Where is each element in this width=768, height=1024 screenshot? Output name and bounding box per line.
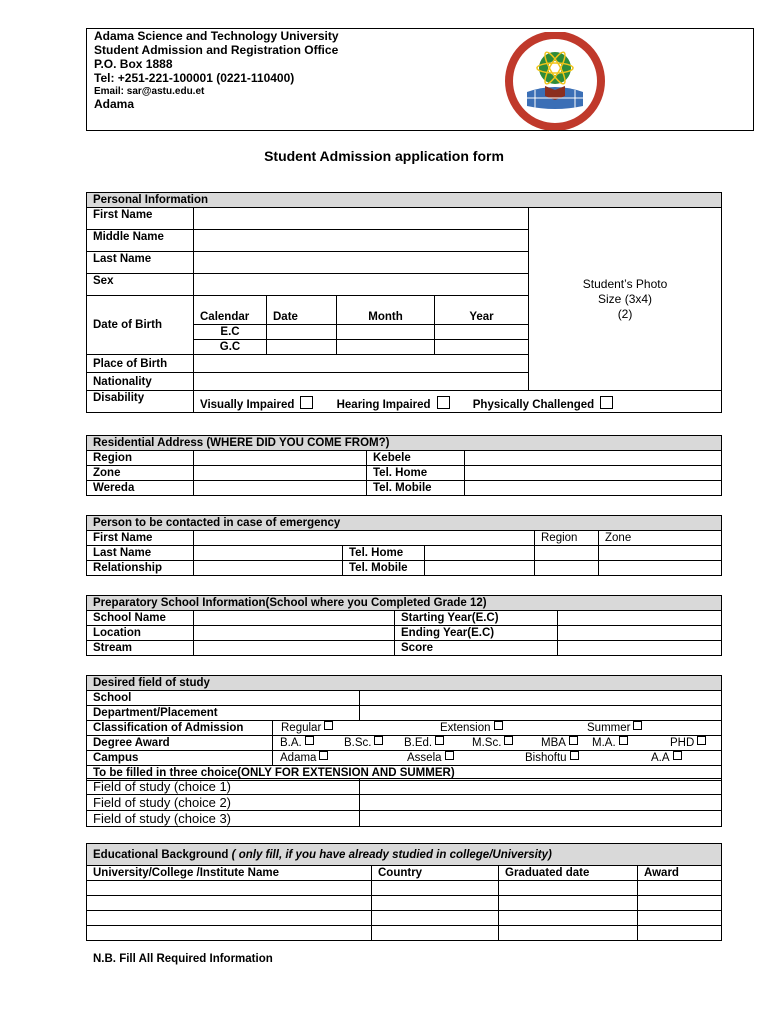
- emergency-zone-field-2[interactable]: [599, 561, 722, 576]
- middle-name-field[interactable]: [194, 230, 529, 252]
- table-row: [87, 881, 722, 896]
- ec-year-field[interactable]: [435, 325, 529, 340]
- footer-note: N.B. Fill All Required Information: [93, 953, 273, 965]
- preparatory-school-table: [86, 595, 722, 656]
- campus-label: Campus: [87, 751, 273, 766]
- education-header: [87, 844, 722, 866]
- letterhead: [86, 28, 754, 131]
- wereda-field[interactable]: [194, 481, 367, 496]
- city: Adama: [94, 97, 135, 111]
- educational-background-table: [86, 843, 722, 941]
- zone-label: Zone: [87, 466, 194, 481]
- school-label: School: [87, 691, 360, 706]
- sex-label: Sex: [87, 274, 194, 296]
- choice-3-label: Field of study (choice 3): [87, 811, 360, 827]
- stream-field[interactable]: [194, 641, 395, 656]
- po-box: P.O. Box 1888: [94, 57, 173, 71]
- score-label: Score: [395, 641, 558, 656]
- tel-mobile-field[interactable]: [465, 481, 722, 496]
- table-cell[interactable]: [638, 881, 722, 896]
- date-label: Date: [267, 296, 337, 325]
- education-header-title: Educational Background: [93, 848, 229, 861]
- region-label: Region: [87, 451, 194, 466]
- msc-checkbox[interactable]: [504, 736, 513, 745]
- location-label: Location: [87, 626, 194, 641]
- table-row: [87, 926, 722, 941]
- department-label: Department/Placement: [87, 706, 360, 721]
- table-cell[interactable]: [638, 911, 722, 926]
- table-cell[interactable]: [372, 926, 499, 941]
- visually-impaired-label: Visually Impaired: [200, 399, 295, 411]
- field-of-study-header: Desired field of study: [87, 676, 722, 691]
- option-bed: B.Ed.: [404, 736, 432, 750]
- column-institute-name: University/College /Institute Name: [87, 866, 372, 881]
- table-row: [87, 896, 722, 911]
- ec-label: E.C: [194, 325, 267, 340]
- emergency-first-name-label: First Name: [87, 531, 194, 546]
- hearing-impaired-checkbox[interactable]: [437, 396, 450, 409]
- ec-date-field[interactable]: [267, 325, 337, 340]
- middle-name-label: Middle Name: [87, 230, 194, 252]
- university-name: Adama Science and Technology University: [94, 29, 339, 43]
- place-of-birth-label: Place of Birth: [87, 355, 194, 373]
- option-adama: Adama: [280, 751, 316, 765]
- emergency-region-label: Region: [535, 531, 599, 546]
- gc-year-field[interactable]: [435, 340, 529, 355]
- bsc-checkbox[interactable]: [374, 736, 383, 745]
- option-summer: Summer: [587, 721, 630, 735]
- zone-field[interactable]: [194, 466, 367, 481]
- choice-2-field[interactable]: [360, 795, 722, 811]
- residential-address-table: [86, 435, 722, 496]
- photo-box[interactable]: [529, 208, 722, 391]
- table-cell[interactable]: [499, 926, 638, 941]
- aa-checkbox[interactable]: [673, 751, 682, 760]
- summer-checkbox[interactable]: [633, 721, 642, 730]
- emergency-first-name-field[interactable]: [194, 531, 535, 546]
- table-cell[interactable]: [638, 926, 722, 941]
- school-name-label: School Name: [87, 611, 194, 626]
- form-title: Student Admission application form: [264, 148, 504, 164]
- school-name-field[interactable]: [194, 611, 395, 626]
- table-cell[interactable]: [87, 926, 372, 941]
- option-mba: MBA: [541, 736, 566, 750]
- personal-information-table: [86, 192, 722, 413]
- email: Email: sar@astu.edu.et: [94, 86, 205, 97]
- classification-options: [273, 721, 722, 736]
- option-bsc: B.Sc.: [344, 736, 371, 750]
- table-cell[interactable]: [87, 896, 372, 911]
- option-aa: A.A: [651, 751, 670, 765]
- emergency-region-field-2[interactable]: [535, 561, 599, 576]
- ending-year-field[interactable]: [558, 626, 722, 641]
- personal-information-header: Personal Information: [87, 193, 722, 208]
- gc-date-field[interactable]: [267, 340, 337, 355]
- place-of-birth-field[interactable]: [194, 355, 529, 373]
- university-logo-icon: [505, 32, 605, 130]
- sex-field[interactable]: [194, 274, 529, 296]
- column-award: Award: [638, 866, 722, 881]
- option-extension: Extension: [440, 721, 491, 735]
- nationality-label: Nationality: [87, 373, 194, 391]
- visually-impaired-checkbox[interactable]: [300, 396, 313, 409]
- table-cell[interactable]: [638, 896, 722, 911]
- emergency-zone-field[interactable]: [599, 546, 722, 561]
- phd-checkbox[interactable]: [697, 736, 706, 745]
- option-phd: PHD: [670, 736, 694, 750]
- regular-checkbox[interactable]: [324, 721, 333, 730]
- field-of-study-table: [86, 675, 722, 781]
- tel-home-field[interactable]: [465, 466, 722, 481]
- column-graduated-date: Graduated date: [499, 866, 638, 881]
- option-msc: M.Sc.: [472, 736, 501, 750]
- region-field[interactable]: [194, 451, 367, 466]
- adama-checkbox[interactable]: [319, 751, 328, 760]
- kebele-field[interactable]: [465, 451, 722, 466]
- option-bishoftu: Bishoftu: [525, 751, 567, 765]
- department-field[interactable]: [360, 706, 722, 721]
- nationality-field[interactable]: [194, 373, 529, 391]
- tel-home-label: Tel. Home: [367, 466, 465, 481]
- choice-1-field[interactable]: [360, 779, 722, 795]
- emergency-header: Person to be contacted in case of emergency: [87, 516, 722, 531]
- table-cell[interactable]: [372, 896, 499, 911]
- table-cell[interactable]: [499, 911, 638, 926]
- ba-checkbox[interactable]: [305, 736, 314, 745]
- wereda-label: Wereda: [87, 481, 194, 496]
- emergency-last-name-field[interactable]: [194, 546, 343, 561]
- physically-challenged-checkbox[interactable]: [600, 396, 613, 409]
- photo-label-line3: (2): [617, 306, 633, 321]
- ec-month-field[interactable]: [337, 325, 435, 340]
- emergency-region-field[interactable]: [535, 546, 599, 561]
- year-label: Year: [435, 296, 529, 325]
- stream-label: Stream: [87, 641, 194, 656]
- table-cell[interactable]: [87, 881, 372, 896]
- physically-challenged-label: Physically Challenged: [472, 399, 595, 411]
- emergency-tel-mobile-label: Tel. Mobile: [343, 561, 425, 576]
- school-field[interactable]: [360, 691, 722, 706]
- table-cell[interactable]: [499, 881, 638, 896]
- table-cell[interactable]: [372, 911, 499, 926]
- preparatory-header: Preparatory School Information(School where you Completed Grade 12): [87, 596, 722, 611]
- gc-label: G.C: [194, 340, 267, 355]
- campus-options: [273, 751, 722, 766]
- calendar-label: Calendar: [194, 296, 267, 325]
- kebele-label: Kebele: [367, 451, 465, 466]
- choice-2-label: Field of study (choice 2): [87, 795, 360, 811]
- three-choice-header: To be filled in three choice(ONLY FOR EXTENSION AND SUMMER): [87, 766, 722, 781]
- choice-3-field[interactable]: [360, 811, 722, 827]
- score-field[interactable]: [558, 641, 722, 656]
- hearing-impaired-label: Hearing Impaired: [336, 399, 431, 411]
- ending-year-label: Ending Year(E.C): [395, 626, 558, 641]
- option-ma: M.A.: [592, 736, 616, 750]
- emergency-tel-mobile-field[interactable]: [425, 561, 535, 576]
- office-name: Student Admission and Registration Office: [94, 43, 339, 57]
- ma-checkbox[interactable]: [619, 736, 628, 745]
- option-ba: B.A.: [280, 736, 302, 750]
- disability-label: Disability: [87, 391, 194, 413]
- table-row: [87, 911, 722, 926]
- starting-year-field[interactable]: [558, 611, 722, 626]
- first-name-field[interactable]: [194, 208, 529, 230]
- bishoftu-checkbox[interactable]: [570, 751, 579, 760]
- dob-label: Date of Birth: [87, 296, 194, 355]
- tel-mobile-label: Tel. Mobile: [367, 481, 465, 496]
- bed-checkbox[interactable]: [435, 736, 444, 745]
- photo-label-line1: Student’s Photo: [582, 276, 668, 291]
- education-header-note: ( only fill, if you have already studied in college/University): [231, 848, 552, 861]
- emergency-zone-label: Zone: [599, 531, 722, 546]
- location-field[interactable]: [194, 626, 395, 641]
- gc-month-field[interactable]: [337, 340, 435, 355]
- emergency-tel-home-field[interactable]: [425, 546, 535, 561]
- mba-checkbox[interactable]: [569, 736, 578, 745]
- telephone: Tel: +251-221-100001 (0221-110400): [94, 71, 295, 85]
- disability-options: [194, 391, 722, 413]
- table-cell[interactable]: [87, 911, 372, 926]
- emergency-last-name-label: Last Name: [87, 546, 194, 561]
- option-assela: Assela: [407, 751, 442, 765]
- classification-label: Classification of Admission: [87, 721, 273, 736]
- starting-year-label: Starting Year(E.C): [395, 611, 558, 626]
- option-regular: Regular: [281, 721, 321, 735]
- extension-checkbox[interactable]: [494, 721, 503, 730]
- choices-table: [86, 778, 722, 827]
- photo-label-line2: Size (3x4): [598, 291, 653, 306]
- last-name-label: Last Name: [87, 252, 194, 274]
- table-cell[interactable]: [372, 881, 499, 896]
- relationship-label: Relationship: [87, 561, 194, 576]
- table-cell[interactable]: [499, 896, 638, 911]
- first-name-label: First Name: [87, 208, 194, 230]
- last-name-field[interactable]: [194, 252, 529, 274]
- choice-1-label: Field of study (choice 1): [87, 779, 360, 795]
- residential-header: Residential Address (WHERE DID YOU COME FROM?): [87, 436, 722, 451]
- relationship-field[interactable]: [194, 561, 343, 576]
- emergency-tel-home-label: Tel. Home: [343, 546, 425, 561]
- column-country: Country: [372, 866, 499, 881]
- emergency-contact-table: [86, 515, 722, 576]
- assela-checkbox[interactable]: [445, 751, 454, 760]
- degree-options: [273, 736, 722, 751]
- month-label: Month: [337, 296, 435, 325]
- degree-award-label: Degree Award: [87, 736, 273, 751]
